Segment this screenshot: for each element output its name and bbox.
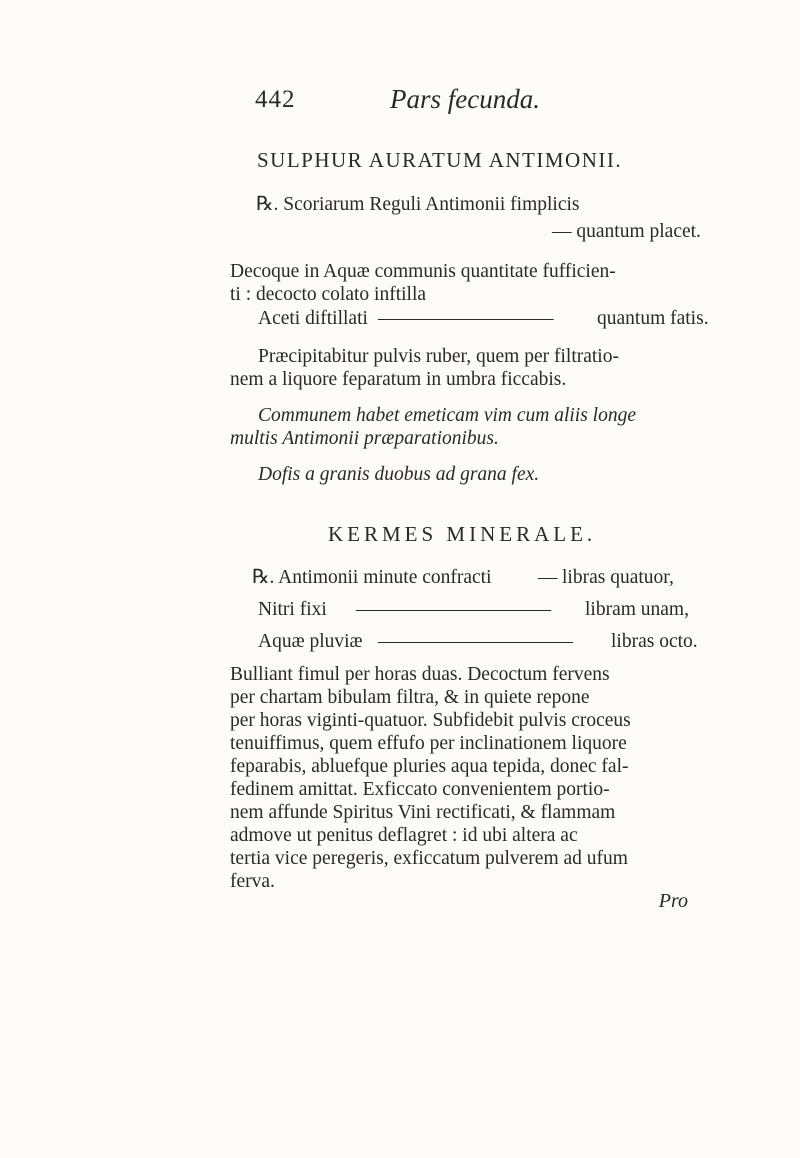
paragraph-line: fedinem amittat. Exficcato convenientem portio- [230,779,610,800]
ingredient-label: Aquæ pluviæ [258,631,363,652]
paragraph-line: tenuiffimus, quem effufo per inclinationem liquore [230,733,627,754]
paragraph-line: nem affunde Spiritus Vini rectificati, & flammam [230,802,616,823]
dose-line: Dofis a granis duobus ad grana fex. [258,464,540,485]
paragraph-line: admove ut penitus deflagret : id ubi altera ac [230,825,578,846]
ingredient-dash: ————————— [378,308,554,329]
section-title-kermes: KERMES MINERALE. [328,522,597,546]
paragraph-line: Bulliant fimul per horas duas. Decoctum fervens [230,664,610,685]
paragraph-line: Decoque in Aquæ communis quantitate fufficien- [230,261,616,282]
catchword: Pro [658,890,688,912]
paragraph-line: per horas viginti-quatuor. Subfidebit pulvis croceus [230,710,631,731]
ingredient-quantity: libram unam, [585,599,689,620]
page-number: 442 [255,86,296,113]
note-line: Communem habet emeticam vim cum aliis longe [258,405,637,426]
ingredient-dash: — [538,567,558,588]
paragraph-line: nem a liquore feparatum in umbra ficcabis. [230,369,567,390]
paragraph-line: feparabis, abluefque pluries aqua tepida, donec fal- [230,756,629,777]
paragraph-line: ferva. [230,871,275,892]
ingredient-label: Nitri fixi [258,599,327,620]
paragraph-line: Præcipitabitur pulvis ruber, quem per filtratio- [258,346,619,367]
paragraph-line: per chartam bibulam filtra, & in quiete repone [230,687,590,708]
paragraph-line: tertia vice peregeris, exficcatum pulverem ad ufum [230,848,628,869]
ingredient-label: ℞. Antimonii minute confracti [252,567,492,588]
section-title-sulphur: SULPHUR AURATUM ANTIMONII. [257,148,623,172]
ingredient-quantity: quantum fatis. [597,308,709,329]
note-line: multis Antimonii præparationibus. [230,428,499,449]
ingredient-quantity: libras quatuor, [562,567,674,588]
paragraph-line: ti : decocto colato inftilla [230,284,427,305]
ingredient-dash: —————————— [356,599,551,620]
ingredient-dash: —————————— [378,631,573,652]
running-title: Pars fecunda. [390,84,540,114]
ingredient-quantity: libras octo. [611,631,698,652]
ingredient-label: Aceti diftillati [258,308,368,329]
recipe-line-1: ℞. Scoriarum Reguli Antimonii fimplicis [256,194,580,215]
recipe-line-2: — quantum placet. [552,221,701,242]
